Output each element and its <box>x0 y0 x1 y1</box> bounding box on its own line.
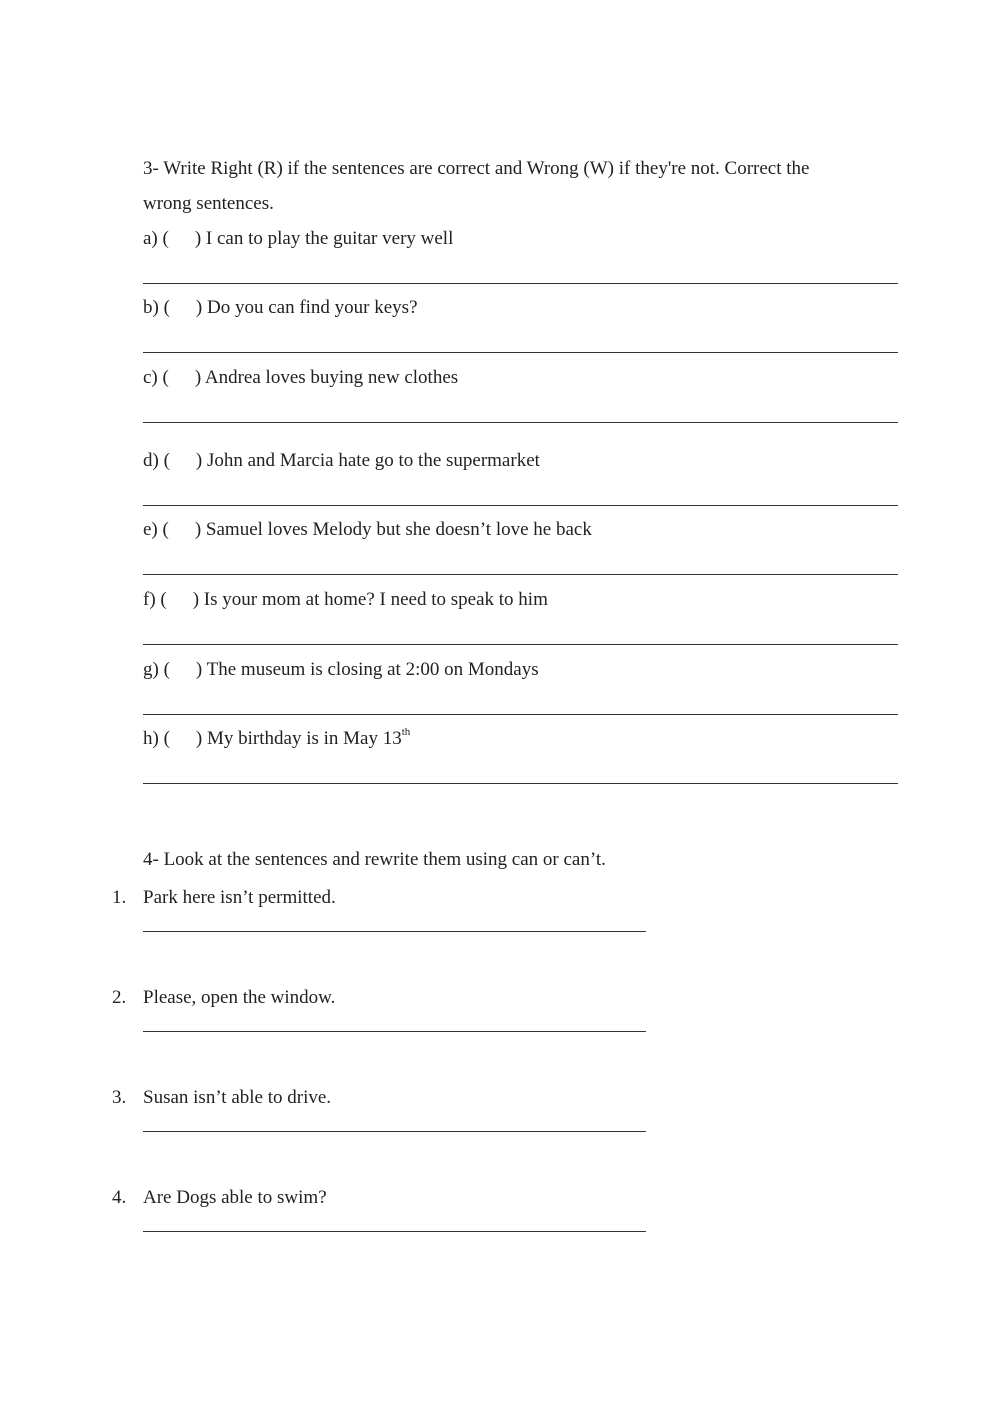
answer-line-h[interactable] <box>143 783 898 784</box>
answer-line-f[interactable] <box>143 644 898 645</box>
item-letter: g) ( <box>143 659 170 680</box>
item-sentence: Please, open the window. <box>143 987 336 1008</box>
answer-line-e[interactable] <box>143 574 898 575</box>
list-number-4 <box>112 1187 126 1209</box>
exercise-4-instruction <box>143 849 606 871</box>
item-number: 3. <box>112 1087 127 1108</box>
rewrite-line-4[interactable] <box>143 1231 646 1232</box>
item-number: 4. <box>112 1187 127 1208</box>
instruction-line-2: wrong sentences. <box>143 193 274 214</box>
instruction-text: 4- Look at the sentences and rewrite them using can or can’t. <box>143 849 606 870</box>
item-sentence: Park here isn’t permitted. <box>143 887 336 908</box>
list-number-3 <box>112 1087 126 1109</box>
item-h <box>143 728 410 750</box>
item-c <box>143 367 458 389</box>
exercise-3-instruction <box>143 158 809 180</box>
answer-line-g[interactable] <box>143 714 898 715</box>
item-number: 1. <box>112 887 127 908</box>
item-e <box>143 519 592 541</box>
item-sentence: Are Dogs able to swim? <box>143 1187 327 1208</box>
list-item-1 <box>143 887 336 909</box>
answer-line-c[interactable] <box>143 422 898 423</box>
item-letter: d) ( <box>143 450 170 471</box>
item-a <box>143 228 453 250</box>
list-item-3 <box>143 1087 331 1109</box>
item-b <box>143 297 418 319</box>
list-item-2 <box>143 987 335 1009</box>
list-number-1 <box>112 887 126 909</box>
item-sentence: Susan isn’t able to drive. <box>143 1087 332 1108</box>
item-letter: h) ( <box>143 728 170 749</box>
item-sentence: ) John and Marcia hate go to the supermarket <box>195 450 540 471</box>
item-letter: a) ( <box>143 228 169 249</box>
item-sentence: ) Samuel loves Melody but she doesn’t love he back <box>194 519 592 540</box>
item-g <box>143 659 539 681</box>
item-letter: f) ( <box>143 589 167 610</box>
instruction-line-1: 3- Write Right (R) if the sentences are correct and Wrong (W) if they're not. Correct the <box>143 158 810 179</box>
item-sentence: ) My birthday is in May 13 <box>195 728 402 749</box>
list-number-2 <box>112 987 126 1009</box>
item-letter: c) ( <box>143 367 169 388</box>
rewrite-line-3[interactable] <box>143 1131 646 1132</box>
list-item-4 <box>143 1187 327 1209</box>
item-letter: b) ( <box>143 297 170 318</box>
answer-line-d[interactable] <box>143 505 898 506</box>
answer-line-b[interactable] <box>143 352 898 353</box>
item-letter: e) ( <box>143 519 169 540</box>
item-sentence: ) Is your mom at home? I need to speak to him <box>192 589 548 610</box>
item-sentence: ) I can to play the guitar very well <box>194 228 454 249</box>
item-number: 2. <box>112 987 127 1008</box>
ordinal-superscript: th <box>401 726 411 738</box>
item-sentence: ) The museum is closing at 2:00 on Mondays <box>195 659 539 680</box>
item-sentence: ) Do you can find your keys? <box>195 297 418 318</box>
rewrite-line-2[interactable] <box>143 1031 646 1032</box>
exercise-3-instruction-cont <box>143 193 274 215</box>
rewrite-line-1[interactable] <box>143 931 646 932</box>
item-d <box>143 450 540 472</box>
item-f <box>143 589 548 611</box>
item-sentence: ) Andrea loves buying new clothes <box>194 367 459 388</box>
answer-line-a[interactable] <box>143 283 898 284</box>
